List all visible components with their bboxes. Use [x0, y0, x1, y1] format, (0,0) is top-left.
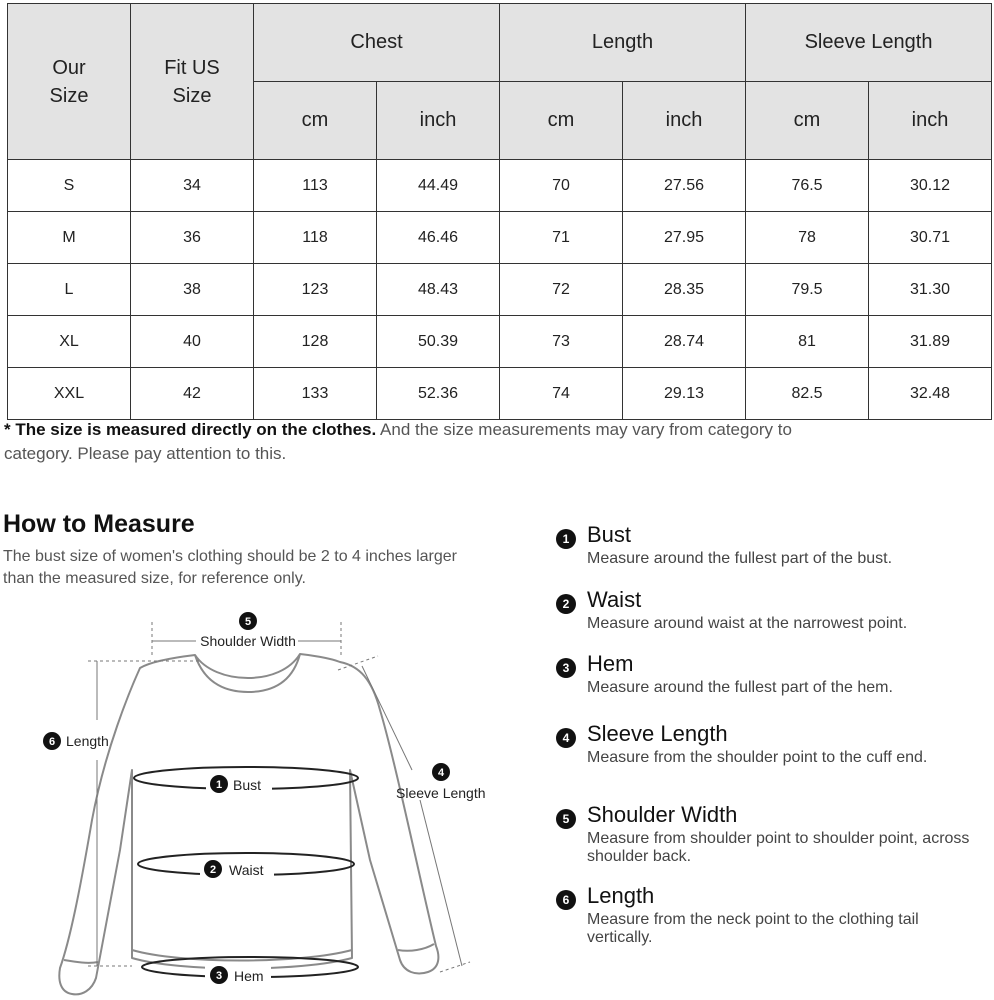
- header-chest: Chest: [254, 4, 500, 82]
- cell-sleeve-inch: 30.71: [869, 212, 992, 264]
- cell-fit-us: 38: [131, 264, 254, 316]
- cell-fit-us: 34: [131, 160, 254, 212]
- cell-length-cm: 72: [500, 264, 623, 316]
- cell-chest-cm: 128: [254, 316, 377, 368]
- sleeve-length-label: Sleeve Length: [396, 785, 486, 801]
- cell-length-cm: 70: [500, 160, 623, 212]
- cell-length-inch: 28.74: [623, 316, 746, 368]
- table-row: [8, 160, 992, 212]
- legend-desc: Measure around waist at the narrowest point.: [587, 615, 908, 632]
- header-our-size: Our Size: [8, 4, 131, 160]
- cell-sleeve-cm: 82.5: [746, 368, 869, 420]
- legend-desc: Measure from the shoulder point to the cuff end.: [587, 749, 928, 766]
- cell-fit-us: 36: [131, 212, 254, 264]
- cell-sleeve-cm: 78: [746, 212, 869, 264]
- cell-chest-cm: 133: [254, 368, 377, 420]
- cell-chest-inch: 46.46: [377, 212, 500, 264]
- cell-chest-inch: 48.43: [377, 264, 500, 316]
- cell-chest-cm: 118: [254, 212, 377, 264]
- cell-sleeve-inch: 31.89: [869, 316, 992, 368]
- table-row: [8, 264, 992, 316]
- cell-size: M: [8, 212, 131, 264]
- cell-fit-us: 42: [131, 368, 254, 420]
- cell-sleeve-inch: 30.12: [869, 160, 992, 212]
- cell-chest-inch: 44.49: [377, 160, 500, 212]
- header-sleeve-cm: cm: [746, 82, 869, 160]
- legend-desc: Measure around the fullest part of the hem.: [587, 679, 893, 696]
- cell-size: S: [8, 160, 131, 212]
- cell-size: XL: [8, 316, 131, 368]
- header-sleeve-inch: inch: [869, 82, 992, 160]
- legend-title: Waist: [587, 587, 642, 612]
- size-note: [4, 418, 804, 466]
- header-length: Length: [500, 4, 746, 82]
- cell-sleeve-cm: 81: [746, 316, 869, 368]
- header-length-cm: cm: [500, 82, 623, 160]
- waist-badge: 2: [556, 594, 576, 614]
- sleeve-number: 4: [437, 767, 445, 779]
- legend-title: Length: [587, 883, 655, 908]
- bust-number: 1: [215, 779, 223, 791]
- how-to-measure-subtitle: The bust size of women's clothing should be 2 to 4 inches larger than the measured size, for reference only.: [3, 548, 457, 587]
- header-chest-inch: inch: [377, 82, 500, 160]
- waist-number: 2: [209, 864, 217, 876]
- header-chest-cm: cm: [254, 82, 377, 160]
- length-badge: 6: [556, 890, 576, 910]
- header-sleeve-length: Sleeve Length: [746, 4, 992, 82]
- shoulder-badge: 5: [556, 809, 576, 829]
- cell-length-cm: 74: [500, 368, 623, 420]
- legend-title: Sleeve Length: [587, 721, 728, 746]
- cell-chest-inch: 52.36: [377, 368, 500, 420]
- sweater-diagram: [0, 600, 520, 1000]
- bust-badge: 1: [556, 529, 576, 549]
- cell-fit-us: 40: [131, 316, 254, 368]
- sweater-outline: [59, 654, 438, 994]
- table-row: [8, 368, 992, 420]
- legend-desc: Measure from shoulder point to shoulder point, across shoulder back.: [587, 830, 970, 865]
- hem-label: Hem: [234, 968, 264, 984]
- size-note-rest: And the size measurements may vary from category to category. Please pay attention to this.: [4, 420, 792, 463]
- header-fit-us-size: Fit US Size: [131, 4, 254, 160]
- size-note-bold: * The size is measured directly on the clothes.: [4, 420, 377, 439]
- length-label: Length: [66, 733, 109, 749]
- cell-size: XXL: [8, 368, 131, 420]
- legend-desc: Measure from the neck point to the clothing tail vertically.: [587, 911, 919, 946]
- cell-chest-cm: 123: [254, 264, 377, 316]
- cell-length-cm: 73: [500, 316, 623, 368]
- cell-length-cm: 71: [500, 212, 623, 264]
- cell-sleeve-inch: 31.30: [869, 264, 992, 316]
- cell-sleeve-inch: 32.48: [869, 368, 992, 420]
- table-row: [8, 316, 992, 368]
- cell-sleeve-cm: 79.5: [746, 264, 869, 316]
- length-number: 6: [48, 736, 56, 748]
- waist-label: Waist: [229, 862, 264, 878]
- header-length-inch: inch: [623, 82, 746, 160]
- cell-length-inch: 29.13: [623, 368, 746, 420]
- how-to-measure-title: How to Measure: [3, 510, 195, 538]
- cell-sleeve-cm: 76.5: [746, 160, 869, 212]
- cell-length-inch: 27.95: [623, 212, 746, 264]
- legend-title: Hem: [587, 651, 634, 676]
- legend-title: Shoulder Width: [587, 802, 738, 827]
- bust-label: Bust: [233, 777, 262, 793]
- sleeve-badge: 4: [556, 728, 576, 748]
- cell-chest-cm: 113: [254, 160, 377, 212]
- cell-chest-inch: 50.39: [377, 316, 500, 368]
- hem-badge: 3: [556, 658, 576, 678]
- table-row: [8, 212, 992, 264]
- hem-number: 3: [215, 970, 223, 982]
- legend-desc: Measure around the fullest part of the bust.: [587, 550, 893, 567]
- cell-length-inch: 27.56: [623, 160, 746, 212]
- cell-size: L: [8, 264, 131, 316]
- shoulder-number: 5: [244, 616, 252, 628]
- cell-length-inch: 28.35: [623, 264, 746, 316]
- shoulder-width-label: Shoulder Width: [200, 633, 296, 649]
- legend-title: Bust: [587, 522, 632, 547]
- size-chart-table: [7, 3, 992, 420]
